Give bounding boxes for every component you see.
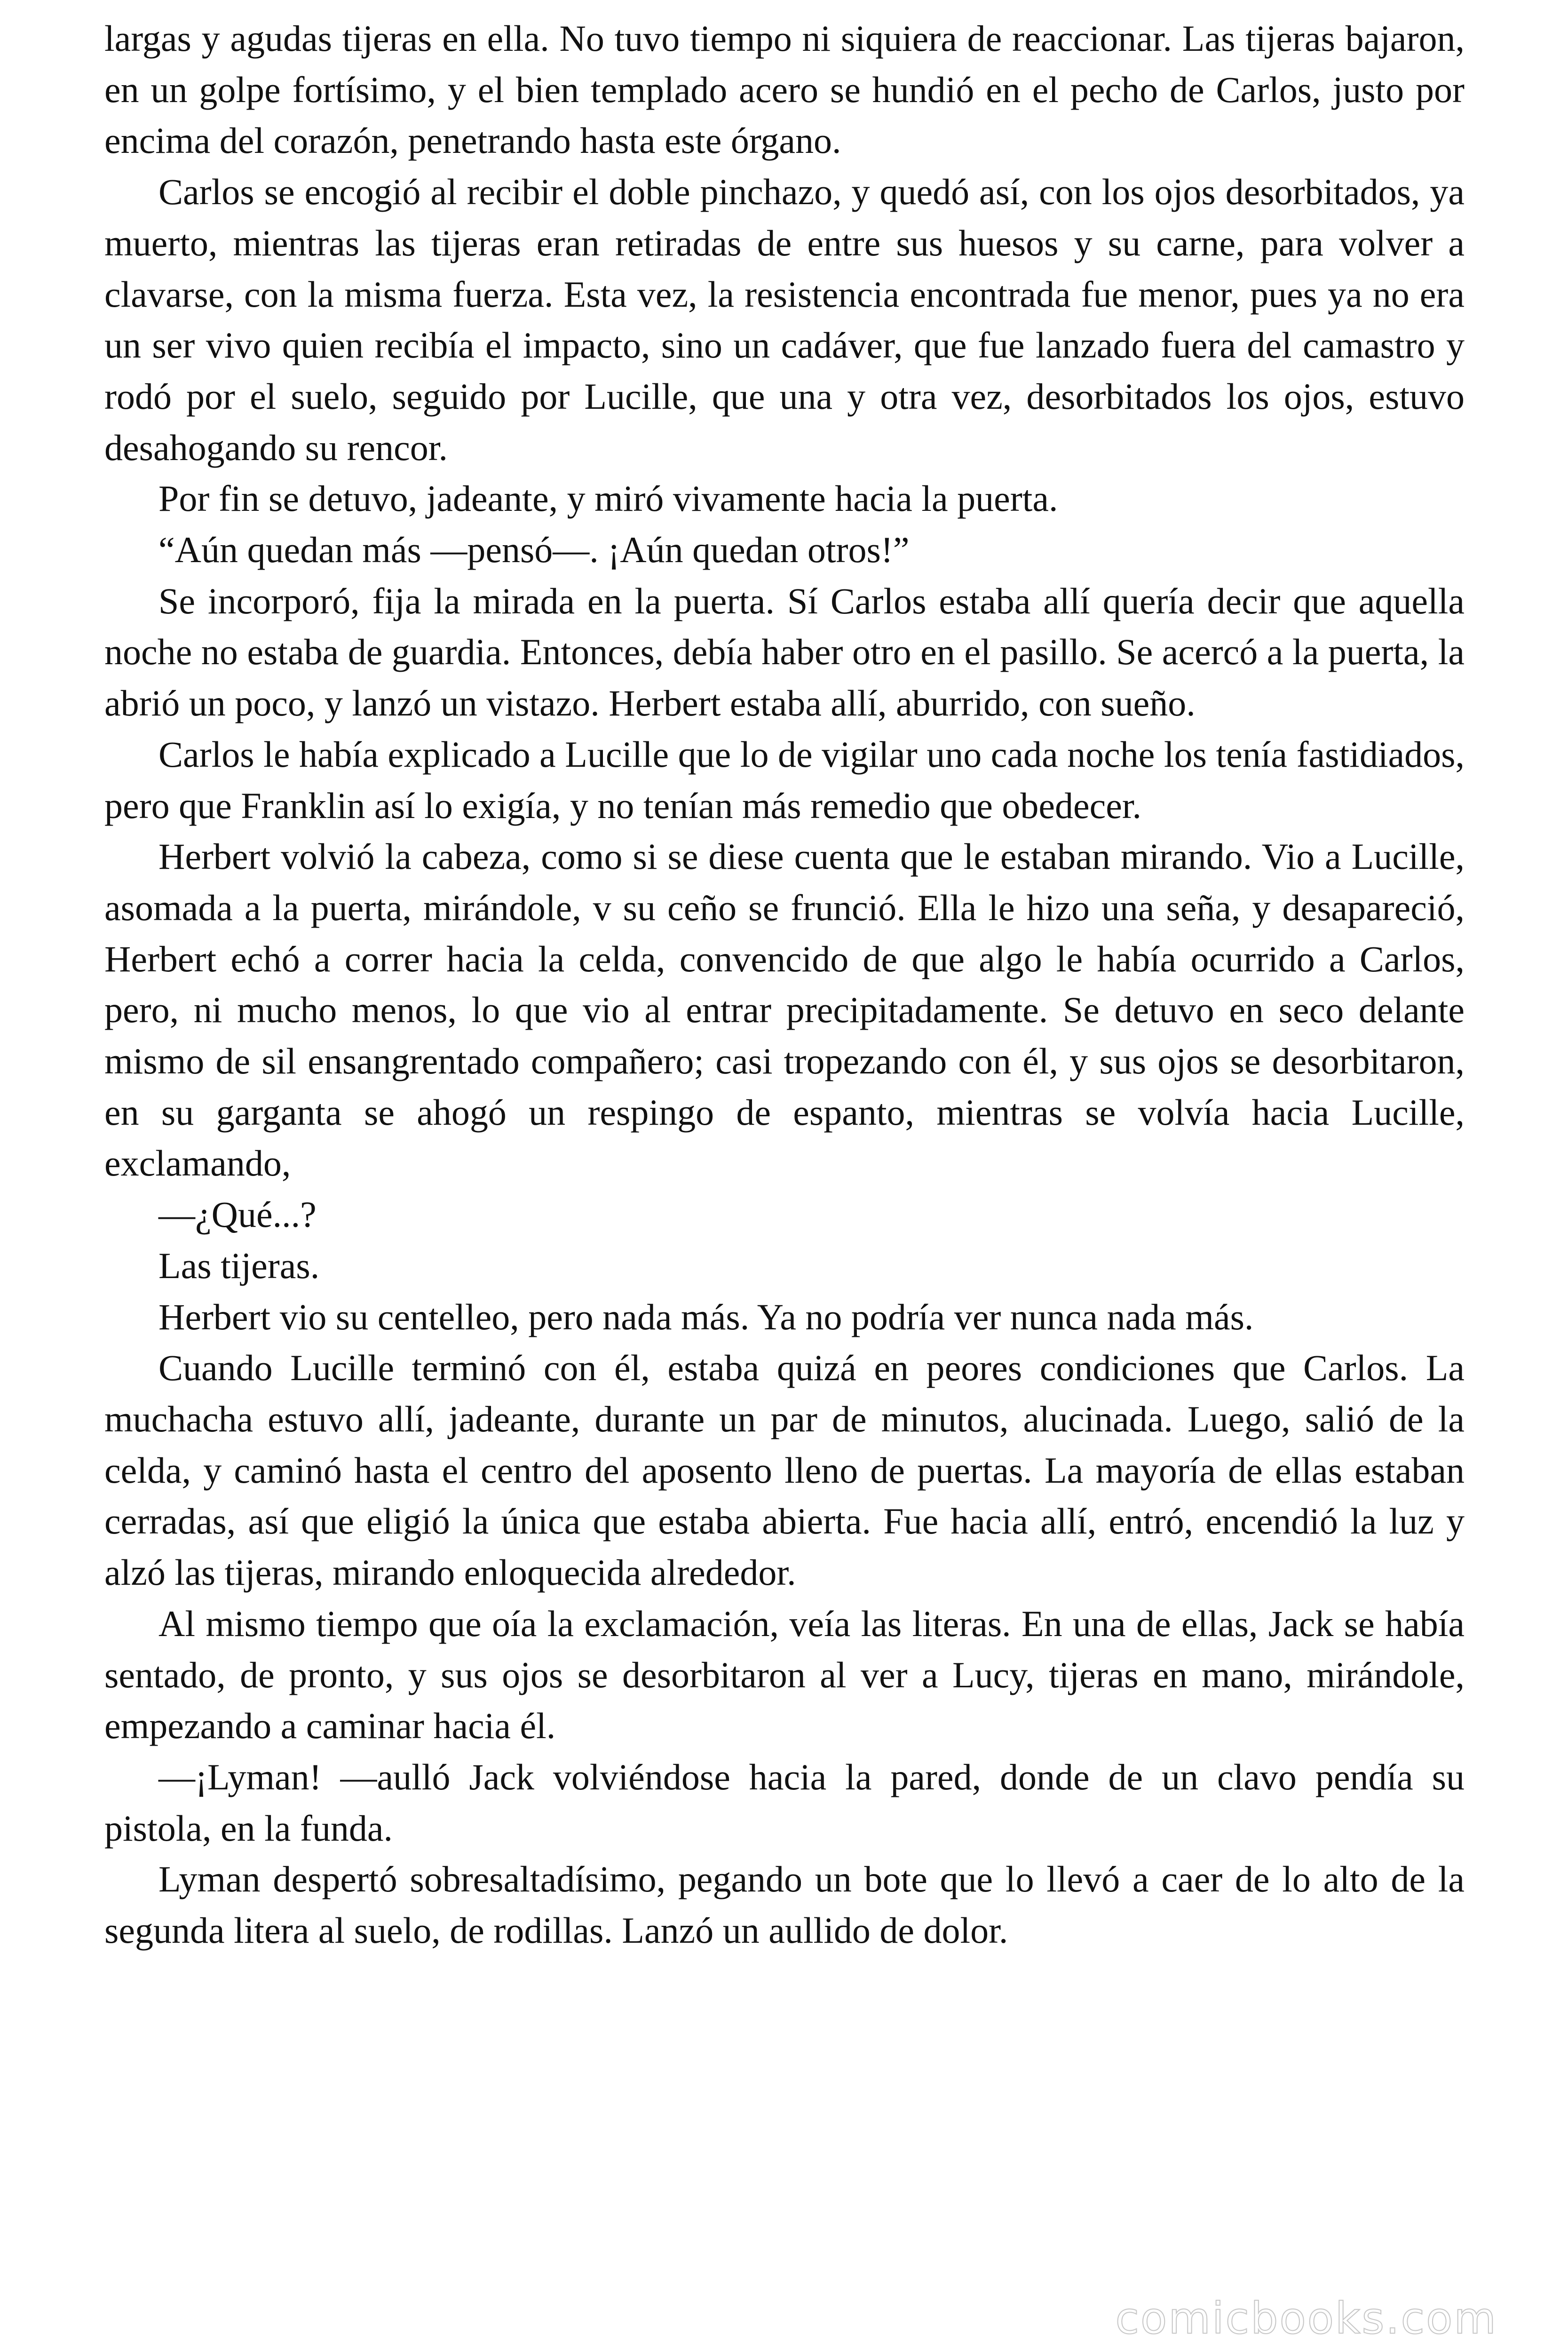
paragraph-9: Las tijeras. xyxy=(158,1245,320,1286)
paragraph-12: Al mismo tiempo que oía la exclamación, veía las literas. En una de ellas, Jack se había sentado, de pronto, y sus ojos se desorbitaron al ver a Lucy, tijeras en mano, mirándole, empezando a caminar hacia él. xyxy=(104,1603,1465,1747)
paragraph-6: Carlos le había explicado a Lucille que lo de vigilar uno cada noche los tenía fastidiados, pero que Franklin así lo exigía, y no tenían más remedio que obedecer. xyxy=(104,733,1465,826)
watermark: comicbooks.com xyxy=(1115,2293,1497,2344)
paragraph-7: Herbert volvió la cabeza, como si se diese cuenta que le estaban mirando. Vio a Lucille, asomada a la puerta, mirándole, v su ceño se frunció. Ella le hizo una seña, y desapareció, Herbert echó a correr hacia la celda, convencido de que algo le había ocurrido a Carlos, pero, ni mucho menos, lo que vio al entrar precipitadamente. Se detuvo en seco delante mismo de sil ensangrentado compañero; casi tropezando con él, y sus ojos se desorbitaron, en su garganta se ahogó un respingo de espanto, mientras se volvía hacia Lucille, exclamando, xyxy=(104,836,1465,1184)
paragraph-3: Por fin se detuvo, jadeante, y miró vivamente hacia la puerta. xyxy=(158,478,1058,519)
paragraph-8: —¿Qué...? xyxy=(158,1194,317,1235)
paragraph-2: Carlos se encogió al recibir el doble pinchazo, y quedó así, con los ojos desorbitados, ya muerto, mientras las tijeras eran retiradas de entre sus huesos y su carne, para volver a clavarse, con la misma fuerza. Esta vez, la resistencia encontrada fue menor, pues ya no era un ser vivo quien recibía el impacto, sino un cadáver, que fue lanzado fuera del camastro y rodó por el suelo, seguido por Lucille, que una y otra vez, desorbitados los ojos, estuvo desahogando su rencor. xyxy=(104,171,1465,468)
paragraph-11: Cuando Lucille terminó con él, estaba quizá en peores condiciones que Carlos. La muchacha estuvo allí, jadeante, durante un par de minutos, alucinada. Luego, salió de la celda, y caminó hasta el centro del aposento lleno de puertas. La mayoría de ellas estaban cerradas, así que eligió la única que estaba abierta. Fue hacia allí, entró, encendió la luz y alzó las tijeras, mirando enloquecida alrededor. xyxy=(104,1347,1465,1593)
paragraph-14: Lyman despertó sobresaltadísimo, pegando un bote que lo llevó a caer de lo alto de la segunda litera al suelo, de rodillas. Lanzó un aullido de dolor. xyxy=(104,1859,1465,1951)
paragraph-5: Se incorporó, fija la mirada en la puerta. Sí Carlos estaba allí quería decir que aquella noche no estaba de guardia. Entonces, debía haber otro en el pasillo. Se acercó a la puerta, la abrió un poco, y lanzó un vistazo. Herbert estaba allí, aburrido, con sueño. xyxy=(104,580,1465,724)
paragraph-13: —¡Lyman! —aulló Jack volviéndose hacia la pared, donde de un clavo pendía su pistola, en la funda. xyxy=(104,1756,1465,1849)
paragraph-10: Herbert vio su centelleo, pero nada más. Ya no podría ver nunca nada más. xyxy=(158,1296,1254,1337)
book-page-text xyxy=(104,13,1465,1956)
paragraph-1: largas y agudas tijeras en ella. No tuvo tiempo ni siquiera de reaccionar. Las tijeras bajaron, en un golpe fortísimo, y el bien templado acero se hundió en el pecho de Carlos, justo por encima del corazón, penetrando hasta este órgano. xyxy=(104,18,1465,161)
paragraph-4: “Aún quedan más —pensó—. ¡Aún quedan otros!” xyxy=(158,529,910,571)
